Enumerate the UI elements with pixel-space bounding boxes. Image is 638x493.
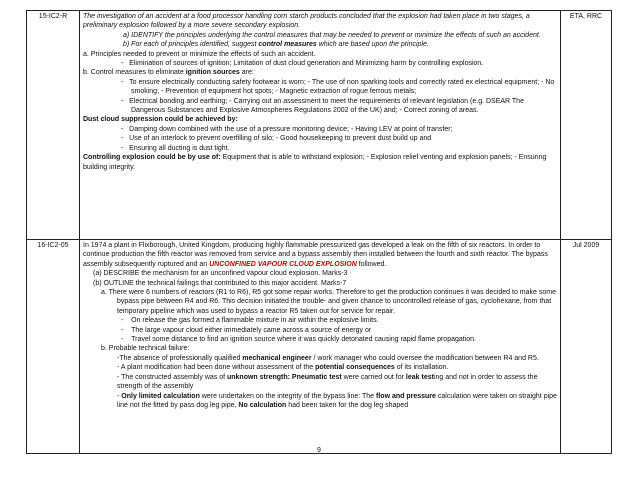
table-row bbox=[27, 240, 612, 454]
question-part-b: (b) OUTLINE the technical failings that contributed to this major accident. Marks-7 bbox=[93, 279, 347, 287]
control-explosion-text: Controlling explosion could be by use of: Equipment that is able to withstand explosion; - Explosion relief venting and explosion panels; - Ensuring building integrity. bbox=[83, 154, 547, 171]
question-intro: The investigation of an accident at a food processor handling corn starch products concluded that the explosion had taken place in two stages, a preliminary explosion followed by a more severe secondary explosion. bbox=[83, 13, 530, 30]
failure-item: - Only limited calculation were undertaken on the integrity of the bypass line: The flow and pressure calculation were taken on straight pipe line not the fitted by pass dog leg pipe, No calculation had been taken for the dog leg shaped bbox=[117, 392, 557, 409]
question-source: Jul 2009 bbox=[561, 240, 612, 454]
answer-b-heading: b. Control measures to eliminate ignition sources are: bbox=[83, 69, 254, 77]
list-item: - On release the gas formed a flammable mixture in air within the explosive limits. bbox=[121, 317, 379, 325]
question-part-a: a) IDENTIFY the principles underlying the control measures that may be needed to prevent or minimize the effects of such an accident. bbox=[123, 31, 541, 39]
list-item: - Travel some distance to find an ignition source where it was quickly detonated causing rapid flame propagation. bbox=[121, 336, 477, 344]
answer-a-heading: a. Principles needed to prevent or minimize the effects of such an accident. bbox=[83, 50, 316, 58]
list-item: - The large vapour cloud either immediately came across a source of energy or bbox=[121, 326, 372, 334]
list-item: - Use of an interlock to prevent overfilling of silo; - Good housekeeping to prevent dust build up and bbox=[121, 135, 432, 143]
dust-heading: Dust cloud suppression could be achieved by: bbox=[83, 116, 238, 124]
table-row bbox=[27, 11, 612, 240]
question-code: 16-IC2-05 bbox=[27, 240, 80, 454]
question-answer-cell bbox=[80, 240, 561, 454]
failure-item: - The constructed assembly was of unknown strength: Pneumatic test were carried out for leak testing and not in order to assess the strength of the assembly bbox=[117, 373, 538, 391]
question-part-b: b) For each of principles identified, suggest control measures which are based upon the principle. bbox=[123, 41, 429, 49]
list-item: - Damping down combined with the use of a pressure monitoring device; - Having LEV at point of transfer; bbox=[121, 125, 453, 133]
failure-item: - A plant modification had been done without assessment of the potential consequences of its installation. bbox=[117, 364, 449, 372]
list-item: - Electrical bonding and earthing; - Carrying out an assessment to meet the requirements of relevant legislation (e.g. DSEAR The Dangerous Substances and Explosive Atmospheres Regulations 2002 of the UK) and; - Correct zoning of areas. bbox=[121, 97, 524, 115]
answer-a-text: a. There were 6 numbers of reactors (R1 to R6), R5 got some repair works. Therefore to get the production continues it was decided to make some bypass pipe between R4 and R6. This decision initiated the trouble- and given chance to uncontrolled release of gas, cyclohexane, from that temporary pipeline which was used to bypass a reactor R5 taken out for service for repair. bbox=[101, 289, 556, 315]
question-intro: In 1974 a plant in Flixborough, United Kingdom, producing highly flammable pressurized gas developed a leak on the fifth of six reactors. In order to continue production the fifth reactor was removed from service and a bypass assembly then installed between the fourth and sixth reactor. The bypass assembly subsequently ruptured and an UNCONFINED VAPOUR CLOUD EXPLOSION followed. bbox=[83, 242, 548, 268]
question-answer-cell bbox=[80, 11, 561, 240]
question-source: ETA, RRC bbox=[561, 11, 612, 240]
qa-table bbox=[26, 10, 612, 454]
answer-b-heading: b. Probable technical failure: bbox=[101, 345, 190, 353]
list-item: - Ensuring all ducting is dust tight. bbox=[121, 144, 230, 152]
question-code: 15-IC2-R bbox=[27, 11, 80, 240]
page-number: 9 bbox=[317, 447, 321, 454]
question-part-a: (a) DESCRIBE the mechanism for an unconfined vapour cloud explosion. Marks-3 bbox=[93, 270, 348, 278]
failure-item: -The absence of professionally qualified mechanical engineer / work manager who could oversee the modification between R4 and R5. bbox=[117, 354, 539, 362]
list-item: - Elimination of sources of ignition; Limitation of dust cloud generation and Minimizing harm by controlling explosion. bbox=[121, 60, 484, 68]
list-item: - To ensure electrically conducting safety footwear is worn; - The use of non sparking tools and correctly rated ex electrical equipment; - No smoking; - Prevention of equipment hot spots; - Magnetic extraction of rogue ferrous metals; bbox=[121, 78, 555, 96]
